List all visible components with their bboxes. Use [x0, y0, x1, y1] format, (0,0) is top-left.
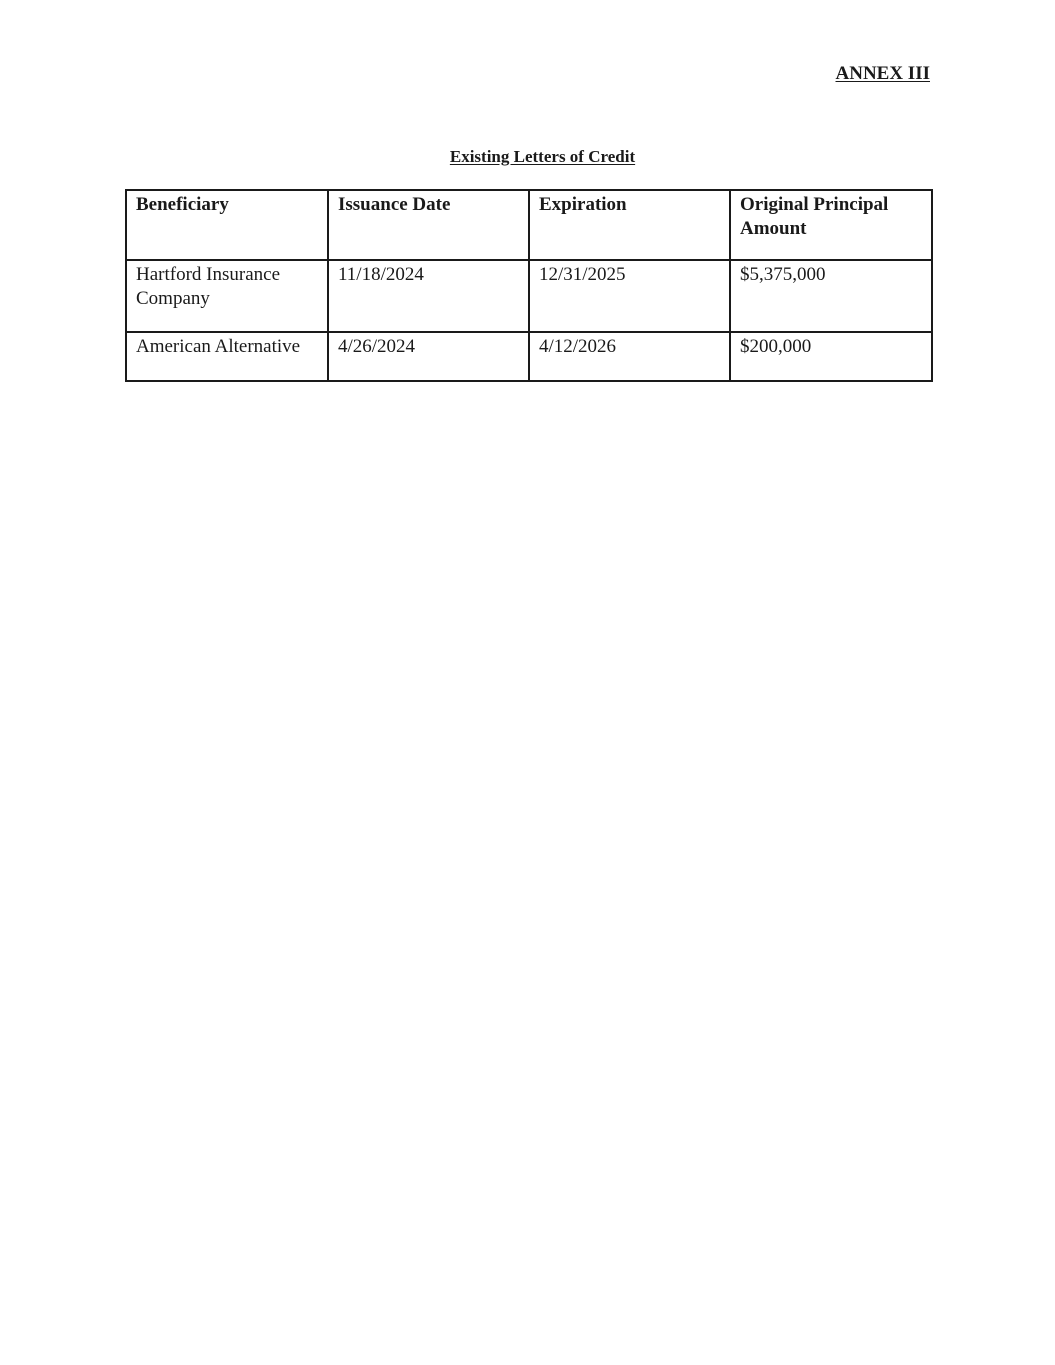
- table-header-row: [126, 190, 932, 260]
- cell-amount: $200,000: [730, 332, 932, 381]
- table-row: [126, 332, 932, 381]
- cell-expiration: 4/12/2026: [529, 332, 730, 381]
- header-expiration: Expiration: [529, 190, 730, 260]
- cell-issuance-date: 11/18/2024: [328, 260, 529, 332]
- cell-amount: $5,375,000: [730, 260, 932, 332]
- table-row: [126, 260, 932, 332]
- letters-of-credit-table: [125, 189, 933, 382]
- annex-label: ANNEX III: [835, 63, 930, 84]
- cell-expiration: 12/31/2025: [529, 260, 730, 332]
- header-amount-word-amount: Amount: [740, 218, 807, 239]
- header-beneficiary: Beneficiary: [126, 190, 328, 260]
- table-title: Existing Letters of Credit: [449, 147, 636, 166]
- header-issuance-date: Issuance Date: [328, 190, 529, 260]
- header-amount-word-principal: Principal: [813, 194, 889, 215]
- cell-beneficiary: American Alternative: [126, 332, 328, 381]
- cell-beneficiary: Hartford Insurance Company: [126, 260, 328, 332]
- header-amount-word-original: Original: [740, 194, 809, 215]
- cell-issuance-date: 4/26/2024: [328, 332, 529, 381]
- header-original-principal-amount: [730, 190, 932, 260]
